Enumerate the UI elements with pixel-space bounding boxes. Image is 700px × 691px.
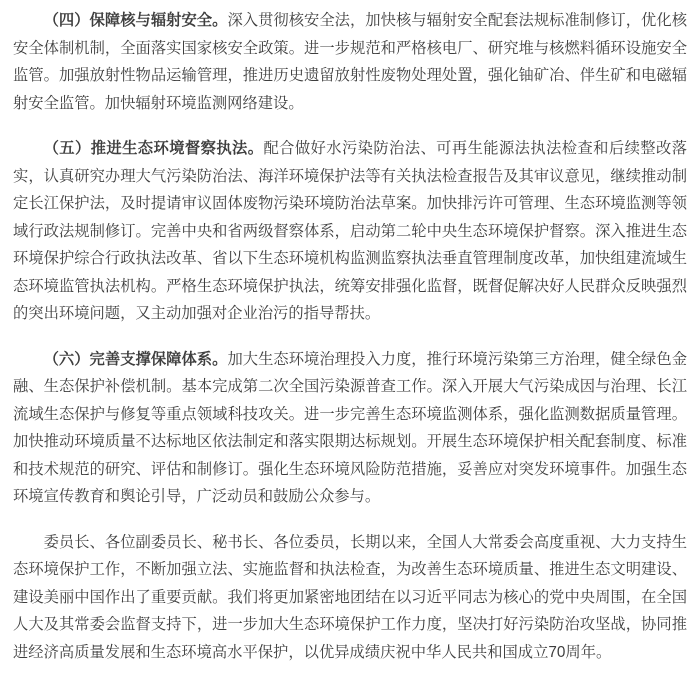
section-5-text: 配合做好水污染防治法、可再生能源法执法检查和后续整改落实，认真研究办理大气污染防治法、海洋环境保护法等有关执法检查报告及其审议意见，继续推动制定长江保护法，及时提请审议固体废物污染环境防治法草案。加快排污许可管理、生态环境监测等领域行政法规制修订。完善中央和省两级督察体系，启动第二轮中央生态环境保护督察。深入推进生态环境保护综合行政执法改革、省以下生态环境机构监测监察执法垂直管理制度改革，加快组建流域生态环境监管执法机构。严格生态环境保护执法，统筹安排强化监督，既督促解决好人民群众反映强烈的突出环境问题，又主动加强对企业治污的指导帮扶。 [13, 140, 687, 322]
paragraph-section-4 [13, 7, 687, 117]
section-4-text: 深入贯彻核安全法，加快核与辐射安全配套法规标准制修订，优化核安全体制机制，全面落实国家核安全政策。进一步规范和严格核电厂、研究堆与核燃料循环设施安全监管。加强放射性物品运输管理，推进历史遗留放射性废物处理处置，强化铀矿冶、伴生矿和电磁辐射安全监管。加快辐射环境监测网络建设。 [13, 12, 687, 112]
section-6-text: 加大生态环境治理投入力度，推行环境污染第三方治理，健全绿色金融、生态保护补偿机制。基本完成第二次全国污染源普查工作。深入开展大气污染成因与治理、长江流域生态保护与修复等重点领域科技攻关。进一步完善生态环境监测体系，强化监测数据质量管理。加快推动环境质量不达标地区依法制定和落实限期达标规划。开展生态环境保护相关配套制度、标准和技术规范的研究、评估和制修订。强化生态环境风险防范措施，妥善应对突发环境事件。加强生态环境宣传教育和舆论引导，广泛动员和鼓励公众参与。 [13, 350, 687, 505]
paragraph-section-5 [13, 135, 687, 328]
section-6-heading: （六）完善支撑保障体系。 [43, 350, 228, 368]
section-4-heading: （四）保障核与辐射安全。 [43, 12, 228, 29]
closing-text: 委员长、各位副委员长、秘书长、各位委员，长期以来，全国人大常委会高度重视、大力支持生态环境保护工作，不断加强立法、实施监督和执法检查，为改善生态环境质量、推进生态文明建设、建设美丽中国作出了重要贡献。我们将更加紧密地团结在以习近平同志为核心的党中央周围，在全国人大及其常委会监督支持下，进一步加大生态环境保护工作力度，坚决打好污染防治攻坚战，协同推进经济高质量发展和生态环境高水平保护，以优异成绩庆祝中华人民共和国成立70周年。 [13, 533, 687, 661]
paragraph-closing [13, 529, 687, 667]
section-5-heading: （五）推进生态环境督察执法。 [43, 140, 264, 157]
paragraph-section-6 [13, 346, 687, 511]
